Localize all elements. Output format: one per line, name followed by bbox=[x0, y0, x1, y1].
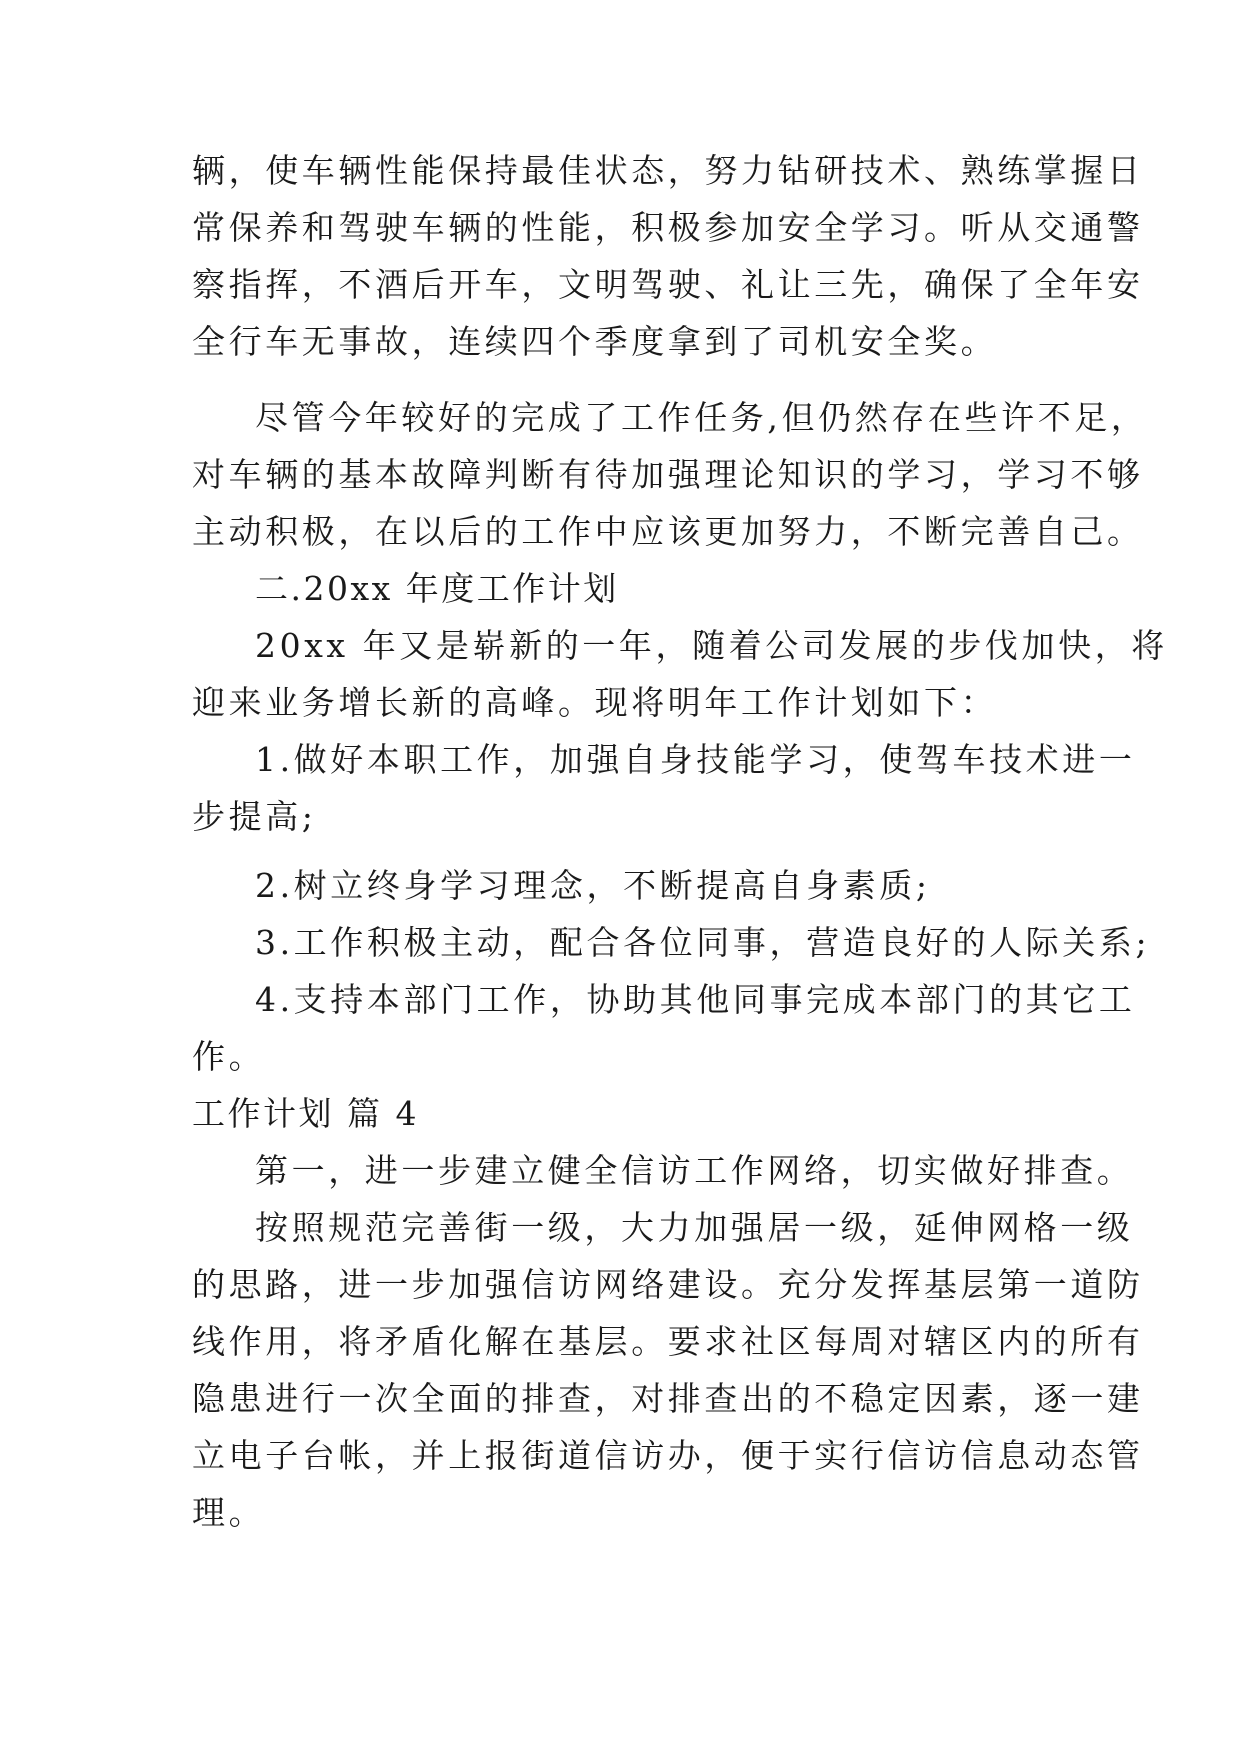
section-heading: 二.20xx 年度工作计划 bbox=[255, 569, 619, 608]
text-line: 隐患进行一次全面的排查，对排查出的不稳定因素，逐一建 bbox=[192, 1379, 1144, 1418]
text-line: 理。 bbox=[192, 1493, 266, 1532]
text-line: 步提高; bbox=[192, 797, 317, 836]
section-title: 工作计划 篇 4 bbox=[192, 1094, 419, 1133]
text-line: 20xx 年又是崭新的一年，随着公司发展的步伐加快，将 bbox=[255, 626, 1168, 665]
list-item: 4.支持本部门工作，协助其他同事完成本部门的其它工 bbox=[255, 980, 1136, 1019]
text-line: 全行车无事故，连续四个季度拿到了司机安全奖。 bbox=[192, 322, 998, 361]
text-line: 迎来业务增长新的高峰。现将明年工作计划如下： bbox=[192, 683, 998, 722]
text-line: 第一，进一步建立健全信访工作网络，切实做好排查。 bbox=[255, 1151, 1134, 1190]
text-line: 辆，使车辆性能保持最佳状态，努力钻研技术、熟练掌握日 bbox=[192, 151, 1144, 190]
text-line: 主动积极，在以后的工作中应该更加努力，不断完善自己。 bbox=[192, 512, 1144, 551]
text-line: 按照规范完善街一级，大力加强居一级，延伸网格一级 bbox=[255, 1208, 1134, 1247]
list-item: 2.树立终身学习理念，不断提高自身素质; bbox=[255, 866, 931, 905]
text-line: 常保养和驾驶车辆的性能，积极参加安全学习。听从交通警 bbox=[192, 208, 1144, 247]
text-line: 察指挥，不酒后开车，文明驾驶、礼让三先，确保了全年安 bbox=[192, 265, 1144, 304]
list-item: 3.工作积极主动，配合各位同事，营造良好的人际关系; bbox=[255, 923, 1151, 962]
text-line: 立电子台帐，并上报街道信访办，便于实行信访信息动态管 bbox=[192, 1436, 1144, 1475]
text-line: 对车辆的基本故障判断有待加强理论知识的学习，学习不够 bbox=[192, 455, 1144, 494]
text-line: 作。 bbox=[192, 1037, 266, 1076]
text-line: 的思路，进一步加强信访网络建设。充分发挥基层第一道防 bbox=[192, 1265, 1144, 1304]
text-line: 线作用，将矛盾化解在基层。要求社区每周对辖区内的所有 bbox=[192, 1322, 1144, 1361]
text-line: 尽管今年较好的完成了工作任务,但仍然存在些许不足， bbox=[255, 398, 1148, 437]
list-item: 1.做好本职工作，加强自身技能学习，使驾车技术进一 bbox=[255, 740, 1136, 779]
